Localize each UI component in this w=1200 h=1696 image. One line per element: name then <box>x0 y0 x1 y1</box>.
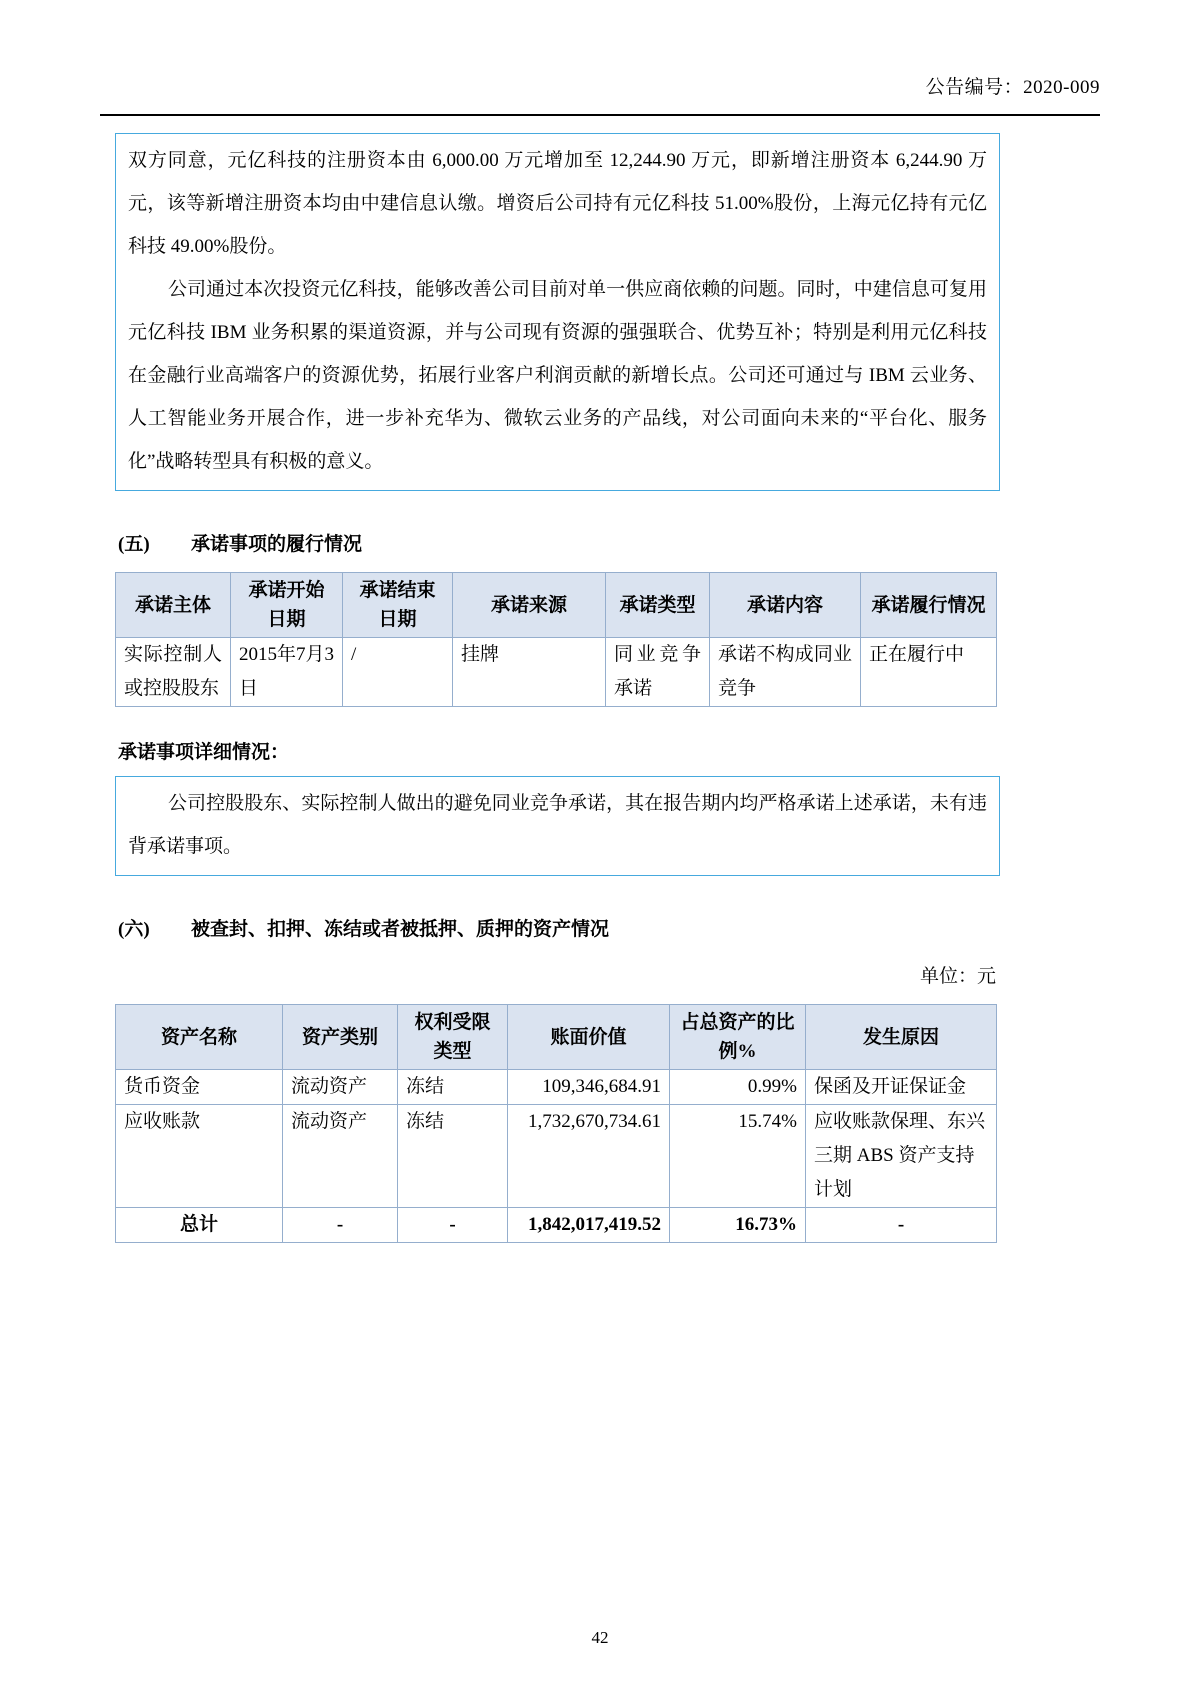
column-header-subject: 承诺主体 <box>116 573 231 638</box>
doc-number: 公告编号：2020-009 <box>925 77 1100 98</box>
table-cell-asset-category: - <box>283 1208 398 1243</box>
table-cell-asset-category: 流动资产 <box>283 1070 398 1105</box>
table-cell-book-value: 1,732,670,734.61 <box>508 1105 670 1208</box>
header-divider <box>100 114 1100 116</box>
table-cell-asset-category: 流动资产 <box>283 1105 398 1208</box>
column-header-reason: 发生原因 <box>806 1005 997 1070</box>
page-number: 42 <box>591 1628 609 1647</box>
column-header-asset-name: 资产名称 <box>116 1005 283 1070</box>
asset-row-monetary-funds <box>116 1070 997 1105</box>
column-header-end-date: 承诺结束日期 <box>343 573 453 638</box>
table-cell-type: 同业竞争承诺 <box>606 638 710 707</box>
column-header-book-value: 账面价值 <box>508 1005 670 1070</box>
table-cell-content: 承诺不构成同业竞争 <box>710 638 861 707</box>
commitment-detail-label: 承诺事项详细情况： <box>118 742 290 763</box>
commitment-detail-text: 公司控股股东、实际控制人做出的避免同业竞争承诺，其在报告期内均严格承诺上述承诺，未有违背承诺事项。 <box>128 793 987 857</box>
table-cell-reason: 保函及开证保证金 <box>806 1070 997 1105</box>
table-cell-restriction-type: 冻结 <box>398 1105 508 1208</box>
table-cell-restriction-type: - <box>398 1208 508 1243</box>
commitments-header-row <box>116 573 997 638</box>
table-cell-end-date: / <box>343 638 453 707</box>
column-header-restriction-type: 权利受限类型 <box>398 1005 508 1070</box>
assets-table <box>115 1004 997 1243</box>
table-cell-ratio: 0.99% <box>670 1070 806 1105</box>
intro-box <box>115 133 1000 491</box>
column-header-status: 承诺履行情况 <box>861 573 997 638</box>
table-cell-total-ratio: 16.73% <box>670 1208 806 1243</box>
table-cell-total-label: 总计 <box>116 1208 283 1243</box>
column-header-content: 承诺内容 <box>710 573 861 638</box>
unit-label: 单位：元 <box>919 966 996 987</box>
commitments-row <box>116 638 997 707</box>
table-cell-status: 正在履行中 <box>861 638 997 707</box>
page-content <box>115 133 1000 1243</box>
commitment-detail-box <box>115 776 1000 876</box>
intro-paragraph-1: 双方同意，元亿科技的注册资本由 6,000.00 万元增加至 12,244.90 万元，即新增注册资本 6,244.90 万元，该等新增注册资本均由中建信息认缴。增资后公司持有元亿科技 51.00%股份，上海元亿持有元亿科技 49.00%股份。 <box>128 150 987 257</box>
assets-header-row <box>116 1005 997 1070</box>
table-cell-subject: 实际控制人或控股股东 <box>116 638 231 707</box>
asset-row-total <box>116 1208 997 1243</box>
section5-heading <box>115 529 1000 556</box>
column-header-source: 承诺来源 <box>453 573 606 638</box>
column-header-start-date: 承诺开始日期 <box>231 573 343 638</box>
column-header-asset-category: 资产类别 <box>283 1005 398 1070</box>
table-cell-reason: - <box>806 1208 997 1243</box>
table-cell-total-book-value: 1,842,017,419.52 <box>508 1208 670 1243</box>
table-cell-source: 挂牌 <box>453 638 606 707</box>
table-cell-restriction-type: 冻结 <box>398 1070 508 1105</box>
column-header-ratio: 占总资产的比例% <box>670 1005 806 1070</box>
table-cell-asset-name: 货币资金 <box>116 1070 283 1105</box>
table-cell-ratio: 15.74% <box>670 1105 806 1208</box>
page-footer <box>0 1628 1200 1648</box>
intro-paragraph-2: 公司通过本次投资元亿科技，能够改善公司目前对单一供应商依赖的问题。同时，中建信息可复用元亿科技 IBM 业务积累的渠道资源，并与公司现有资源的强强联合、优势互补；特别是利用元亿科技在金融行业高端客户的资源优势，拓展行业客户利润贡献的新增长点。公司还可通过与 IBM 云业务、人工智能业务开展合作，进一步补充华为、微软云业务的产品线，对公司面向未来的“平台化、服务化”战略转型具有积极的意义。 <box>128 279 987 472</box>
table-cell-reason: 应收账款保理、东兴三期 ABS 资产支持计划 <box>806 1105 997 1208</box>
section6-title: 被查封、扣押、冻结或者被抵押、质押的资产情况 <box>191 919 610 940</box>
commitments-table <box>115 572 997 707</box>
section6-heading <box>115 914 1000 941</box>
asset-row-accounts-receivable <box>116 1105 997 1208</box>
section5-title: 承诺事项的履行情况 <box>191 534 363 555</box>
table-cell-start-date: 2015年7月3日 <box>231 638 343 707</box>
section5-number: (五) <box>118 534 150 555</box>
column-header-type: 承诺类型 <box>606 573 710 638</box>
table-cell-asset-name: 应收账款 <box>116 1105 283 1208</box>
table-cell-book-value: 109,346,684.91 <box>508 1070 670 1105</box>
section6-number: (六) <box>118 919 150 940</box>
